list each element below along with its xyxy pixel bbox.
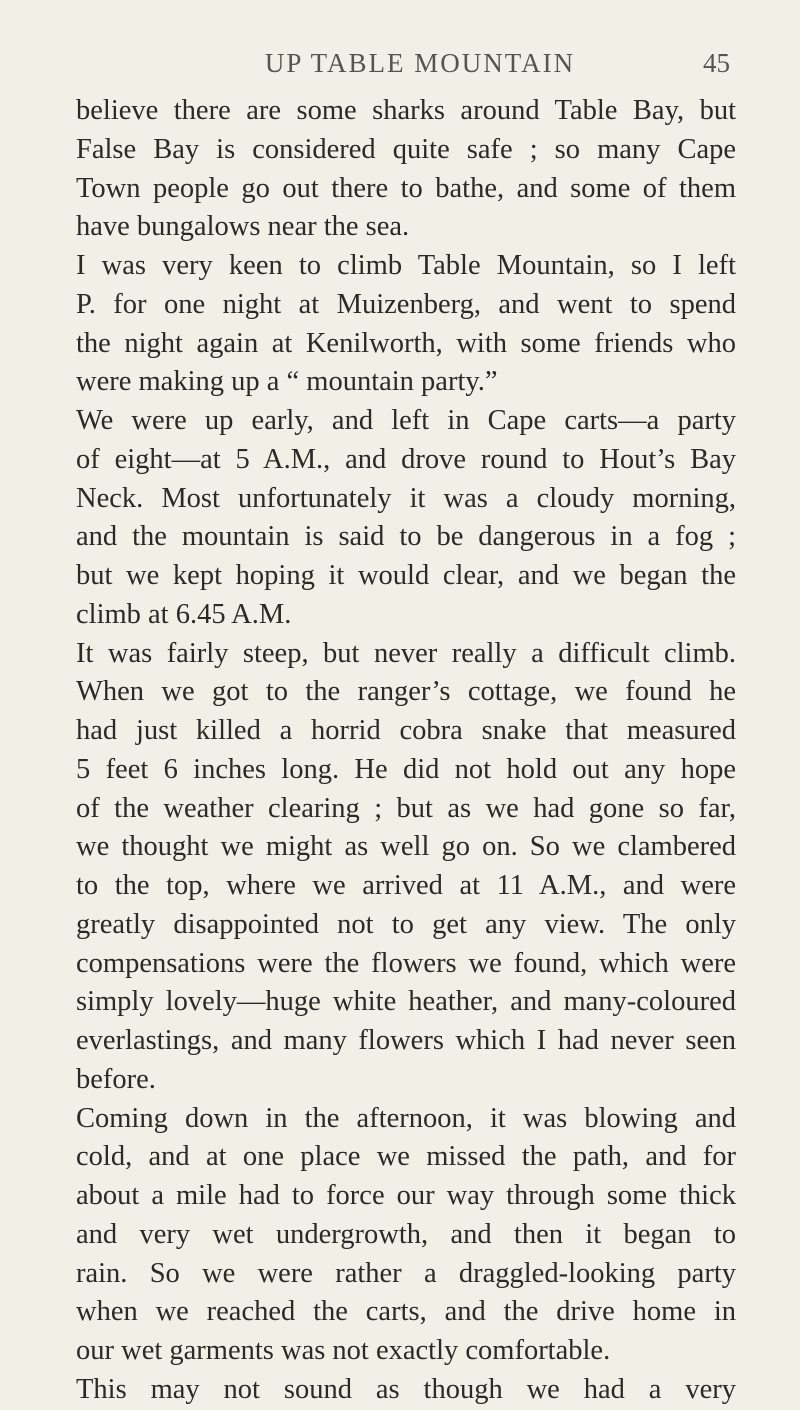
text-line: were making up a “ mountain party.”	[76, 366, 498, 398]
text-line: rain. So we were rather a draggled-looking party	[76, 1257, 736, 1289]
text-line: Neck. Most unfortunately it was a cloudy morning,	[76, 482, 736, 514]
text-line: We were up early, and left in Cape carts—a party	[76, 405, 736, 436]
text-line: 5 feet 6 inches long. He did not hold out any hope	[76, 753, 736, 785]
text-line: we thought we might as well go on. So we clambered	[76, 831, 736, 863]
text-line: of eight—at 5 A.M., and drove round to Hout’s Bay	[76, 443, 736, 475]
text-line: greatly disappointed not to get any view. The only	[76, 908, 736, 940]
text-line: I was very keen to climb Table Mountain, so I left	[76, 250, 736, 281]
text-line: False Bay is considered quite safe ; so many Cape	[76, 133, 736, 165]
text-line: P. for one night at Muizenberg, and went to spend	[76, 288, 736, 320]
body-text	[76, 92, 736, 1410]
text-line: simply lovely—huge white heather, and many-coloured	[76, 986, 736, 1018]
text-line: This may not sound as though we had a very	[76, 1373, 736, 1405]
text-line: and the mountain is said to be dangerous in a fog ;	[76, 521, 736, 553]
text-line: of the weather clearing ; but as we had gone so far,	[76, 792, 736, 824]
running-head	[0, 48, 800, 88]
text-line: Coming down in the afternoon, it was blowing and	[76, 1102, 736, 1134]
text-line: and very wet undergrowth, and then it began to	[76, 1218, 736, 1250]
text-line: but we kept hoping it would clear, and we began the	[76, 560, 736, 591]
text-line: believe there are some sharks around Table Bay, but	[76, 95, 736, 126]
text-line: When we got to the ranger’s cottage, we found he	[76, 676, 736, 708]
text-line: It was fairly steep, but never really a difficult climb.	[76, 637, 736, 669]
text-line: climb at 6.45 A.M.	[76, 598, 292, 630]
text-line: had just killed a horrid cobra snake that measured	[76, 715, 736, 746]
text-line: compensations were the flowers we found, which were	[76, 947, 736, 979]
text-line: to the top, where we arrived at 11 A.M., and were	[76, 870, 736, 901]
running-title: UP TABLE MOUNTAIN	[264, 48, 576, 78]
text-line: when we reached the carts, and the drive home in	[76, 1296, 736, 1328]
text-line: cold, and at one place we missed the path, and for	[76, 1141, 736, 1173]
text-line: the night again at Kenilworth, with some friends who	[76, 327, 736, 359]
text-line: Town people go out there to bathe, and some of them	[76, 172, 736, 204]
text-line: our wet garments was not exactly comfortable.	[76, 1335, 611, 1366]
text-line: have bungalows near the sea.	[76, 211, 410, 243]
page-number: 45	[703, 48, 730, 78]
text-line: before.	[76, 1063, 156, 1095]
text-line: everlastings, and many flowers which I had never seen	[76, 1025, 736, 1056]
text-line: about a mile had to force our way through some thick	[76, 1180, 736, 1211]
